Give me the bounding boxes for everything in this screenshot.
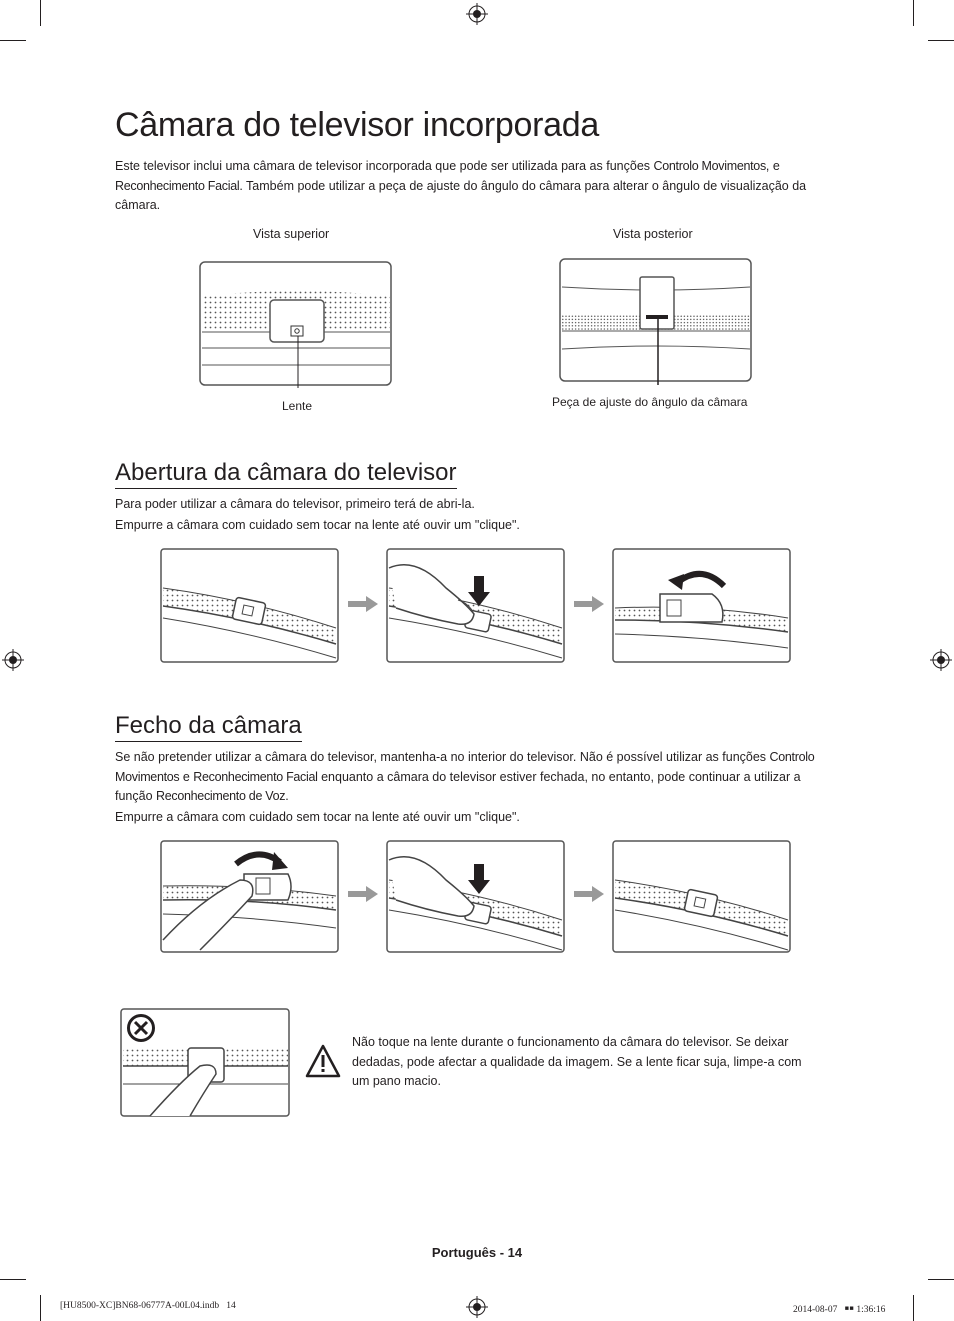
top-view-illustration [198,260,394,388]
crop-mark [928,40,954,41]
footer-file-info: [HU8500-XC]BN68-06777A-00L04.indb 14 [60,1301,236,1311]
crop-mark [40,1295,41,1321]
rear-view-label: Vista posterior [613,227,693,241]
crop-mark [928,1279,954,1280]
close-step-3-illustration [612,840,792,954]
section-heading-close: Fecho da câmara [115,712,302,742]
close-paragraph-2: Empurre a câmara com cuidado sem tocar na lente até ouvir um "clique". [115,810,520,824]
crop-mark [913,1295,914,1321]
open-paragraph-1: Para poder utilizar a câmara do televisor, primeiro terá de abri-la. [115,497,475,511]
right-arrow-icon [348,886,378,902]
registration-mark-icon [2,649,24,671]
open-step-2-illustration [386,548,566,664]
crop-mark [40,0,41,26]
page-title: Câmara do televisor incorporada [115,106,599,144]
registration-mark-icon [930,649,952,671]
registration-mark-icon [466,1296,488,1318]
right-arrow-icon [574,596,604,612]
intro-paragraph: Este televisor inclui uma câmara de televisor incorporada que pode ser utilizada para as funções Controlo Movimentos, e Reconhecimento Facial. Também pode utilizar a peça de ajuste do ângulo do câmara para alterar o ângulo de visualização da câmara. [115,159,807,212]
open-step-1-illustration [160,548,340,664]
crop-mark [0,40,26,41]
right-arrow-icon [574,886,604,902]
open-step-3-illustration [612,548,792,664]
registration-mark-icon [466,3,488,25]
crop-mark [913,0,914,26]
lens-label: Lente [282,399,313,413]
warning-text: Não toque na lente durante o funcionamento da câmara do televisor. Se deixar dedadas, pode afectar a qualidade da imagem. Se a lente ficar suja, limpe-a com um pano macio. [352,1035,802,1088]
prohibited-icon [126,1013,156,1043]
close-step-1-illustration [160,840,340,954]
right-arrow-icon [348,596,378,612]
warning-triangle-icon [305,1044,341,1078]
rear-view-illustration [558,257,754,385]
top-view-label: Vista superior [253,227,330,241]
close-step-2-illustration [386,840,566,954]
open-paragraph-2: Empurre a câmara com cuidado sem tocar na lente até ouvir um "clique". [115,518,520,532]
close-paragraph-1: Se não pretender utilizar a câmara do televisor, mantenha-a no interior do televisor. Não é possível utilizar as funções Controlo Movimentos e Reconhecimento Facial enquanto a câmara do televisor estiver fechada, no entanto, pode continuar a utilizar a função Reconhecimento de Voz. [115,750,815,803]
crop-mark [0,1279,26,1280]
footer-date-info: 2014-08-07 ￭￭ 1:36:16 [793,1305,886,1315]
page-number: Português - 14 [431,1245,523,1260]
section-heading-open: Abertura da câmara do televisor [115,459,457,489]
angle-adjust-label: Peça de ajuste do ângulo da câmara [552,395,748,409]
